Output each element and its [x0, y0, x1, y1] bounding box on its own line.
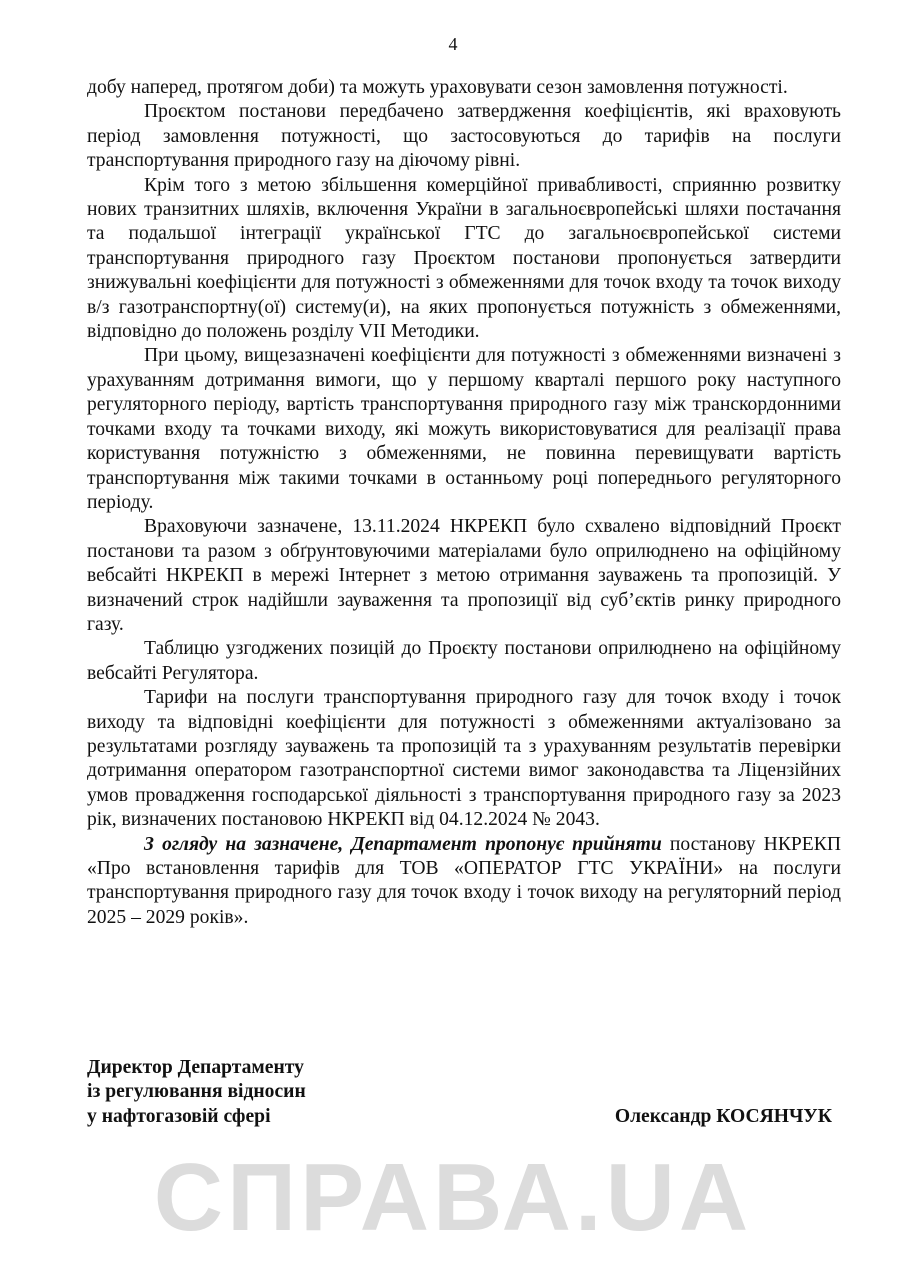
paragraph: Враховуючи зазначене, 13.11.2024 НКРЕКП було схвалено відповідний Проєкт постанови та разом з обґрунтовуючими матеріалами було оприлюднено на офіційному вебсайті НКРЕКП в мережі Інтернет з метою отримання зауважень та пропозицій. У визначений строк надійшли зауваження та пропозиції від суб’єктів ринку природного газу. [87, 516, 841, 635]
signatory-title-line: із регулювання відносин [87, 1081, 306, 1103]
signatory-title-line: Директор Департаменту [87, 1057, 304, 1078]
paragraph: Проєктом постанови передбачено затвердження коефіцієнтів, які враховують період замовлення потужності, що застосовуються до тарифів на послуги транспортування природного газу на діючому рівні. [87, 101, 841, 172]
paragraph: добу наперед, протягом доби) та можуть ураховувати сезон замовлення потужності. [87, 77, 788, 98]
paragraph: Крім того з метою збільшення комерційної привабливості, сприянню розвитку нових транзитних шляхів, включення України в загальноєвропейські шляхи постачання та подальшої інтеграції української ГТС до загальноєвропейської системи транспортування природного газу Проєктом постанови пропонується затвердити знижувальні коефіцієнти для потужності з обмеженнями для точок входу та точок виходу в/з газотранспортну(ої) систему(и), на яких пропонується потужність з обмеженнями, відповідно до положень розділу VII Методики. [87, 174, 841, 343]
paragraph: При цьому, вищезазначені коефіцієнти для потужності з обмеженнями визначені з урахуванням дотримання вимоги, що у першому кварталі першого року наступного регуляторного періоду, вартість транспортування природного газу між транскордонними точками входу та точками виходу, які можуть використовуватися для реалізації права користування потужністю з обмеженнями, не повинна перевищувати вартість транспортування між такими точками в останньому році попереднього регуляторного періоду. [87, 345, 841, 513]
conclusion-text: постанову НКРЕКП «Про встановлення тарифів для ТОВ «ОПЕРАТОР ГТС УКРАЇНИ» на послуги транспортування природного газу для точок входу і точок виходу на регуляторний період 2025 – 2029 років». [87, 833, 841, 928]
conclusion-paragraph [87, 833, 841, 931]
signature-block [87, 1056, 832, 1129]
document-body [87, 76, 841, 930]
paragraph: Тарифи на послуги транспортування природного газу для точок входу і точок виходу та відповідні коефіцієнти для потужності з обмеженнями актуалізовано за результатами розгляду зауважень та пропозицій та з урахуванням результатів перевірки дотримання оператором газотранспортної системи вимог законодавства та Ліцензійних умов провадження господарської діяльності з транспортування природного газу за 2023 рік, визначених постановою НКРЕКП від 04.12.2024 № 2043. [87, 687, 841, 831]
conclusion-emphasis: З огляду на зазначене, Департамент пропонує прийняти [144, 833, 662, 855]
signatory-title-line: у нафтогазовій сфері [87, 1105, 271, 1127]
signatory-name: Олександр КОСЯНЧУК [614, 1105, 832, 1127]
page-number: 4 [448, 34, 458, 54]
watermark: СПРАВА.UA [153, 1144, 753, 1251]
paragraph: Таблицю узгоджених позицій до Проєкту постанови оприлюднено на офіційному вебсайті Регулятора. [87, 638, 841, 684]
